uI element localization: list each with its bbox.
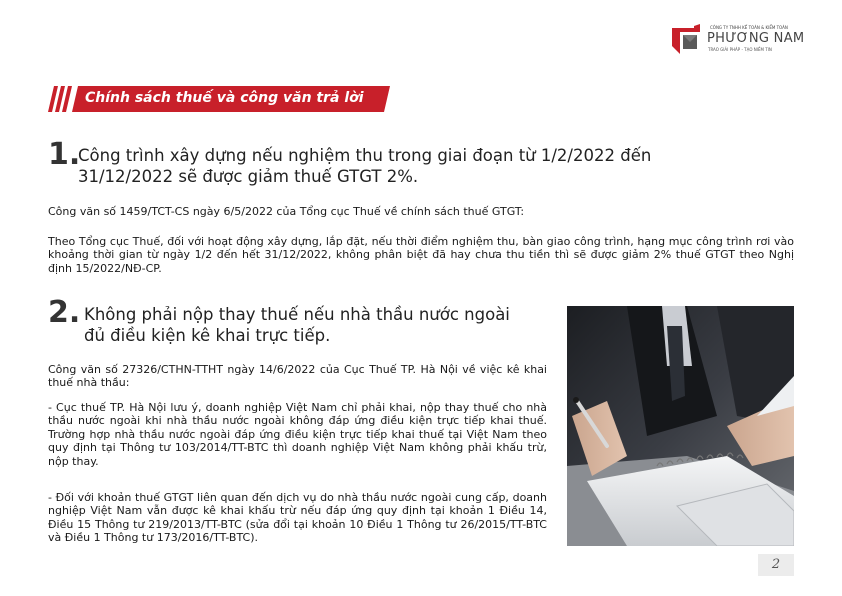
logo-top-line: CÔNG TY TNHH KẾ TOÁN & KIỂM TOÁN bbox=[710, 25, 788, 30]
section-2-paragraph-2: - Đối với khoản thuế GTGT liên quan đến dịch vụ do nhà thầu nước ngoài cung cấp, doanh nghiệp Việt Nam vẫn được kê khai khấu trừ nếu đáp ứng quy định tại khoản 1 Điều 14, Điều 15 Thông tư 219/2013/TT-BTC (sửa đổi tại khoản 10 Điều 1 Thông tư 26/2015/TT-BTC và Điều 1 Thông tư 173/2016/TT-BTC). bbox=[48, 491, 547, 545]
section-2-paragraph-1: - Cục thuế TP. Hà Nội lưu ý, doanh nghiệp Việt Nam chỉ phải khai, nộp thay thuế cho nhà thầu nước ngoài khi nhà thầu nước ngoài không đáp ứng điều kiện trực tiếp khai thuế. Trường hợp nhà thầu nước ngoài đáp ứng điều kiện trực tiếp khai thuế tại Việt Nam theo quy định tại Thông tư 103/2014/TT-BTC thì doanh nghiệp Việt Nam không phải khấu trừ, nộp thay. bbox=[48, 401, 547, 468]
section-2-heading-line: Không phải nộp thay thuế nếu nhà thầu nước ngoài bbox=[84, 305, 510, 324]
section-1-number: 1. bbox=[48, 137, 81, 172]
section-2-reference: Công văn số 27326/CTHN-TTHT ngày 14/6/2022 của Cục Thuế TP. Hà Nội về việc kê khai thuế nhà thầu: bbox=[48, 363, 547, 390]
banner-title: Chính sách thuế và công văn trả lời bbox=[85, 90, 364, 106]
logo-name: PHƯƠNG NAM bbox=[707, 31, 805, 46]
section-1-body: Theo Tổng cục Thuế, đối với hoạt động xây dựng, lắp đặt, nếu thời điểm nghiệm thu, bàn giao công trình, hạng mục công trình rơi vào khoảng thời gian từ ngày 1/2 đến hết 31/12/2022, không phân biệt đã hay chưa thu tiền thì sẽ được giảm 2% thuế GTGT theo Nghị định 15/2022/NĐ-CP. bbox=[48, 235, 794, 275]
business-photo bbox=[567, 306, 794, 546]
section-2-heading bbox=[84, 304, 510, 346]
section-1-heading bbox=[78, 145, 651, 187]
section-2-number: 2. bbox=[48, 295, 81, 330]
section-1-heading-line: 31/12/2022 sẽ được giảm thuế GTGT 2%. bbox=[78, 167, 419, 186]
page-number: 2 bbox=[758, 554, 794, 576]
section-banner bbox=[48, 86, 390, 112]
calculator-hands-photo-icon bbox=[567, 306, 794, 546]
section-1-heading-line: Công trình xây dựng nếu nghiệm thu trong giai đoạn từ 1/2/2022 đến bbox=[78, 146, 652, 165]
logo-mark-icon bbox=[670, 22, 704, 56]
company-logo bbox=[670, 22, 805, 58]
section-1-reference: Công văn số 1459/TCT-CS ngày 6/5/2022 của Tổng cục Thuế về chính sách thuế GTGT: bbox=[48, 205, 525, 218]
logo-tagline: TRAO GIẢI PHÁP - TẠO NIỀM TIN bbox=[708, 47, 772, 52]
section-2-heading-line: đủ điều kiện kê khai trực tiếp. bbox=[84, 326, 331, 345]
